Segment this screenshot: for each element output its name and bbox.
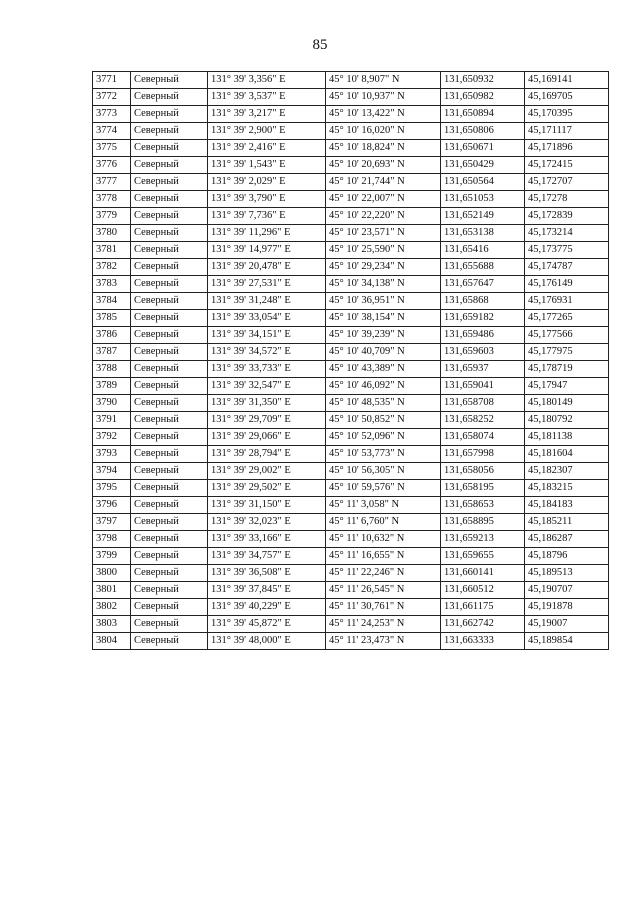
- point-number-cell: 3803: [93, 616, 131, 633]
- longitude-dms-cell: 131° 39' 3,537" E: [208, 89, 326, 106]
- latitude-dms-cell: 45° 10' 21,744" N: [326, 174, 441, 191]
- direction-cell: Северный: [131, 548, 208, 565]
- direction-cell: Северный: [131, 242, 208, 259]
- latitude-dms-cell: 45° 10' 29,234" N: [326, 259, 441, 276]
- point-number-cell: 3790: [93, 395, 131, 412]
- latitude-dms-cell: 45° 10' 53,773" N: [326, 446, 441, 463]
- table-row: [93, 446, 609, 463]
- latitude-decimal-cell: 45,181604: [525, 446, 609, 463]
- longitude-dms-cell: 131° 39' 29,002" E: [208, 463, 326, 480]
- direction-cell: Северный: [131, 225, 208, 242]
- direction-cell: Северный: [131, 344, 208, 361]
- point-number-cell: 3794: [93, 463, 131, 480]
- latitude-dms-cell: 45° 10' 34,138" N: [326, 276, 441, 293]
- table-row: [93, 327, 609, 344]
- point-number-cell: 3782: [93, 259, 131, 276]
- longitude-decimal-cell: 131,650982: [441, 89, 525, 106]
- longitude-decimal-cell: 131,663333: [441, 633, 525, 650]
- direction-cell: Северный: [131, 72, 208, 89]
- latitude-dms-cell: 45° 11' 24,253" N: [326, 616, 441, 633]
- coordinates-table-body: [93, 72, 609, 650]
- table-row: [93, 395, 609, 412]
- table-row: [93, 463, 609, 480]
- point-number-cell: 3771: [93, 72, 131, 89]
- point-number-cell: 3783: [93, 276, 131, 293]
- point-number-cell: 3781: [93, 242, 131, 259]
- longitude-dms-cell: 131° 39' 28,794" E: [208, 446, 326, 463]
- longitude-decimal-cell: 131,658895: [441, 514, 525, 531]
- direction-cell: Северный: [131, 361, 208, 378]
- latitude-dms-cell: 45° 10' 20,693" N: [326, 157, 441, 174]
- table-row: [93, 633, 609, 650]
- longitude-decimal-cell: 131,658074: [441, 429, 525, 446]
- point-number-cell: 3786: [93, 327, 131, 344]
- table-row: [93, 565, 609, 582]
- point-number-cell: 3779: [93, 208, 131, 225]
- page-number: 85: [312, 37, 328, 53]
- longitude-dms-cell: 131° 39' 32,023" E: [208, 514, 326, 531]
- latitude-decimal-cell: 45,169141: [525, 72, 609, 89]
- latitude-dms-cell: 45° 11' 26,545" N: [326, 582, 441, 599]
- direction-cell: Северный: [131, 293, 208, 310]
- point-number-cell: 3799: [93, 548, 131, 565]
- longitude-decimal-cell: 131,657998: [441, 446, 525, 463]
- longitude-dms-cell: 131° 39' 3,356" E: [208, 72, 326, 89]
- table-row: [93, 140, 609, 157]
- longitude-decimal-cell: 131,659041: [441, 378, 525, 395]
- latitude-decimal-cell: 45,171117: [525, 123, 609, 140]
- longitude-decimal-cell: 131,658195: [441, 480, 525, 497]
- point-number-cell: 3774: [93, 123, 131, 140]
- longitude-dms-cell: 131° 39' 34,572" E: [208, 344, 326, 361]
- point-number-cell: 3773: [93, 106, 131, 123]
- longitude-decimal-cell: 131,650429: [441, 157, 525, 174]
- longitude-decimal-cell: 131,651053: [441, 191, 525, 208]
- longitude-dms-cell: 131° 39' 48,000" E: [208, 633, 326, 650]
- longitude-dms-cell: 131° 39' 29,709" E: [208, 412, 326, 429]
- direction-cell: Северный: [131, 174, 208, 191]
- direction-cell: Северный: [131, 616, 208, 633]
- latitude-dms-cell: 45° 11' 3,058" N: [326, 497, 441, 514]
- table-row: [93, 582, 609, 599]
- longitude-dms-cell: 131° 39' 40,229" E: [208, 599, 326, 616]
- table-row: [93, 242, 609, 259]
- latitude-dms-cell: 45° 10' 38,154" N: [326, 310, 441, 327]
- point-number-cell: 3775: [93, 140, 131, 157]
- longitude-dms-cell: 131° 39' 3,790" E: [208, 191, 326, 208]
- point-number-cell: 3777: [93, 174, 131, 191]
- latitude-decimal-cell: 45,178719: [525, 361, 609, 378]
- longitude-dms-cell: 131° 39' 2,416" E: [208, 140, 326, 157]
- longitude-dms-cell: 131° 39' 29,502" E: [208, 480, 326, 497]
- table-row: [93, 259, 609, 276]
- longitude-decimal-cell: 131,659486: [441, 327, 525, 344]
- latitude-dms-cell: 45° 11' 23,473" N: [326, 633, 441, 650]
- direction-cell: Северный: [131, 599, 208, 616]
- latitude-dms-cell: 45° 11' 16,655" N: [326, 548, 441, 565]
- point-number-cell: 3795: [93, 480, 131, 497]
- longitude-dms-cell: 131° 39' 2,900" E: [208, 123, 326, 140]
- latitude-decimal-cell: 45,176149: [525, 276, 609, 293]
- table-row: [93, 378, 609, 395]
- direction-cell: Северный: [131, 140, 208, 157]
- longitude-dms-cell: 131° 39' 29,066" E: [208, 429, 326, 446]
- latitude-decimal-cell: 45,184183: [525, 497, 609, 514]
- direction-cell: Северный: [131, 157, 208, 174]
- latitude-decimal-cell: 45,180792: [525, 412, 609, 429]
- point-number-cell: 3801: [93, 582, 131, 599]
- point-number-cell: 3796: [93, 497, 131, 514]
- table-row: [93, 480, 609, 497]
- latitude-dms-cell: 45° 10' 59,576" N: [326, 480, 441, 497]
- longitude-dms-cell: 131° 39' 33,733" E: [208, 361, 326, 378]
- latitude-dms-cell: 45° 11' 6,760" N: [326, 514, 441, 531]
- direction-cell: Северный: [131, 327, 208, 344]
- point-number-cell: 3797: [93, 514, 131, 531]
- table-row: [93, 157, 609, 174]
- longitude-dms-cell: 131° 39' 14,977" E: [208, 242, 326, 259]
- latitude-decimal-cell: 45,189513: [525, 565, 609, 582]
- point-number-cell: 3802: [93, 599, 131, 616]
- longitude-dms-cell: 131° 39' 7,736" E: [208, 208, 326, 225]
- table-row: [93, 599, 609, 616]
- direction-cell: Северный: [131, 123, 208, 140]
- longitude-dms-cell: 131° 39' 33,166" E: [208, 531, 326, 548]
- table-row: [93, 89, 609, 106]
- longitude-decimal-cell: 131,659603: [441, 344, 525, 361]
- latitude-decimal-cell: 45,172839: [525, 208, 609, 225]
- longitude-dms-cell: 131° 39' 37,845" E: [208, 582, 326, 599]
- latitude-decimal-cell: 45,19007: [525, 616, 609, 633]
- point-number-cell: 3792: [93, 429, 131, 446]
- table-row: [93, 225, 609, 242]
- longitude-decimal-cell: 131,660512: [441, 582, 525, 599]
- direction-cell: Северный: [131, 463, 208, 480]
- longitude-decimal-cell: 131,661175: [441, 599, 525, 616]
- latitude-decimal-cell: 45,172707: [525, 174, 609, 191]
- latitude-decimal-cell: 45,181138: [525, 429, 609, 446]
- latitude-dms-cell: 45° 10' 18,824" N: [326, 140, 441, 157]
- longitude-dms-cell: 131° 39' 36,508" E: [208, 565, 326, 582]
- longitude-decimal-cell: 131,650806: [441, 123, 525, 140]
- table-row: [93, 276, 609, 293]
- longitude-decimal-cell: 131,655688: [441, 259, 525, 276]
- point-number-cell: 3788: [93, 361, 131, 378]
- longitude-dms-cell: 131° 39' 34,151" E: [208, 327, 326, 344]
- latitude-decimal-cell: 45,186287: [525, 531, 609, 548]
- latitude-decimal-cell: 45,17947: [525, 378, 609, 395]
- longitude-decimal-cell: 131,650894: [441, 106, 525, 123]
- direction-cell: Северный: [131, 208, 208, 225]
- longitude-decimal-cell: 131,657647: [441, 276, 525, 293]
- direction-cell: Северный: [131, 106, 208, 123]
- longitude-decimal-cell: 131,65937: [441, 361, 525, 378]
- latitude-decimal-cell: 45,191878: [525, 599, 609, 616]
- latitude-decimal-cell: 45,177975: [525, 344, 609, 361]
- latitude-dms-cell: 45° 10' 23,571" N: [326, 225, 441, 242]
- point-number-cell: 3785: [93, 310, 131, 327]
- table-row: [93, 361, 609, 378]
- longitude-decimal-cell: 131,65868: [441, 293, 525, 310]
- longitude-decimal-cell: 131,650564: [441, 174, 525, 191]
- point-number-cell: 3800: [93, 565, 131, 582]
- point-number-cell: 3778: [93, 191, 131, 208]
- latitude-decimal-cell: 45,176931: [525, 293, 609, 310]
- longitude-decimal-cell: 131,660141: [441, 565, 525, 582]
- latitude-dms-cell: 45° 10' 8,907" N: [326, 72, 441, 89]
- longitude-decimal-cell: 131,650671: [441, 140, 525, 157]
- direction-cell: Северный: [131, 191, 208, 208]
- latitude-dms-cell: 45° 10' 43,389" N: [326, 361, 441, 378]
- latitude-dms-cell: 45° 10' 48,535" N: [326, 395, 441, 412]
- latitude-dms-cell: 45° 10' 25,590" N: [326, 242, 441, 259]
- point-number-cell: 3798: [93, 531, 131, 548]
- latitude-dms-cell: 45° 10' 22,007" N: [326, 191, 441, 208]
- direction-cell: Северный: [131, 633, 208, 650]
- longitude-dms-cell: 131° 39' 3,217" E: [208, 106, 326, 123]
- table-row: [93, 123, 609, 140]
- direction-cell: Северный: [131, 276, 208, 293]
- longitude-decimal-cell: 131,659182: [441, 310, 525, 327]
- point-number-cell: 3772: [93, 89, 131, 106]
- latitude-dms-cell: 45° 10' 39,239" N: [326, 327, 441, 344]
- direction-cell: Северный: [131, 446, 208, 463]
- latitude-dms-cell: 45° 10' 50,852" N: [326, 412, 441, 429]
- latitude-dms-cell: 45° 10' 22,220" N: [326, 208, 441, 225]
- point-number-cell: 3784: [93, 293, 131, 310]
- latitude-dms-cell: 45° 10' 40,709" N: [326, 344, 441, 361]
- latitude-decimal-cell: 45,18796: [525, 548, 609, 565]
- latitude-decimal-cell: 45,189854: [525, 633, 609, 650]
- latitude-decimal-cell: 45,190707: [525, 582, 609, 599]
- latitude-decimal-cell: 45,177566: [525, 327, 609, 344]
- latitude-decimal-cell: 45,180149: [525, 395, 609, 412]
- direction-cell: Северный: [131, 395, 208, 412]
- latitude-decimal-cell: 45,173775: [525, 242, 609, 259]
- longitude-dms-cell: 131° 39' 11,296" E: [208, 225, 326, 242]
- point-number-cell: 3780: [93, 225, 131, 242]
- latitude-decimal-cell: 45,183215: [525, 480, 609, 497]
- longitude-decimal-cell: 131,652149: [441, 208, 525, 225]
- latitude-dms-cell: 45° 11' 10,632" N: [326, 531, 441, 548]
- coordinates-table: [92, 71, 609, 650]
- table-row: [93, 548, 609, 565]
- table-row: [93, 429, 609, 446]
- longitude-dms-cell: 131° 39' 32,547" E: [208, 378, 326, 395]
- longitude-decimal-cell: 131,659213: [441, 531, 525, 548]
- table-row: [93, 191, 609, 208]
- longitude-decimal-cell: 131,662742: [441, 616, 525, 633]
- longitude-decimal-cell: 131,659655: [441, 548, 525, 565]
- direction-cell: Северный: [131, 89, 208, 106]
- latitude-dms-cell: 45° 10' 36,951" N: [326, 293, 441, 310]
- longitude-decimal-cell: 131,65416: [441, 242, 525, 259]
- latitude-decimal-cell: 45,171896: [525, 140, 609, 157]
- longitude-decimal-cell: 131,658056: [441, 463, 525, 480]
- table-row: [93, 310, 609, 327]
- direction-cell: Северный: [131, 480, 208, 497]
- latitude-decimal-cell: 45,17278: [525, 191, 609, 208]
- latitude-dms-cell: 45° 10' 46,092" N: [326, 378, 441, 395]
- table-row: [93, 412, 609, 429]
- longitude-decimal-cell: 131,658252: [441, 412, 525, 429]
- table-row: [93, 497, 609, 514]
- latitude-dms-cell: 45° 10' 56,305" N: [326, 463, 441, 480]
- latitude-dms-cell: 45° 10' 10,937" N: [326, 89, 441, 106]
- longitude-decimal-cell: 131,650932: [441, 72, 525, 89]
- table-row: [93, 293, 609, 310]
- table-row: [93, 174, 609, 191]
- longitude-dms-cell: 131° 39' 34,757" E: [208, 548, 326, 565]
- longitude-decimal-cell: 131,658653: [441, 497, 525, 514]
- direction-cell: Северный: [131, 582, 208, 599]
- point-number-cell: 3793: [93, 446, 131, 463]
- latitude-dms-cell: 45° 11' 30,761" N: [326, 599, 441, 616]
- point-number-cell: 3787: [93, 344, 131, 361]
- longitude-dms-cell: 131° 39' 31,150" E: [208, 497, 326, 514]
- direction-cell: Северный: [131, 565, 208, 582]
- longitude-dms-cell: 131° 39' 1,543" E: [208, 157, 326, 174]
- longitude-dms-cell: 131° 39' 2,029" E: [208, 174, 326, 191]
- direction-cell: Северный: [131, 497, 208, 514]
- longitude-dms-cell: 131° 39' 45,872" E: [208, 616, 326, 633]
- direction-cell: Северный: [131, 412, 208, 429]
- direction-cell: Северный: [131, 514, 208, 531]
- table-row: [93, 514, 609, 531]
- point-number-cell: 3791: [93, 412, 131, 429]
- latitude-dms-cell: 45° 10' 16,020" N: [326, 123, 441, 140]
- direction-cell: Северный: [131, 310, 208, 327]
- latitude-decimal-cell: 45,172415: [525, 157, 609, 174]
- longitude-decimal-cell: 131,658708: [441, 395, 525, 412]
- direction-cell: Северный: [131, 531, 208, 548]
- point-number-cell: 3804: [93, 633, 131, 650]
- longitude-dms-cell: 131° 39' 31,248" E: [208, 293, 326, 310]
- point-number-cell: 3776: [93, 157, 131, 174]
- longitude-dms-cell: 131° 39' 33,054" E: [208, 310, 326, 327]
- latitude-decimal-cell: 45,169705: [525, 89, 609, 106]
- longitude-dms-cell: 131° 39' 31,350" E: [208, 395, 326, 412]
- latitude-decimal-cell: 45,185211: [525, 514, 609, 531]
- direction-cell: Северный: [131, 259, 208, 276]
- table-row: [93, 106, 609, 123]
- table-row: [93, 531, 609, 548]
- direction-cell: Северный: [131, 429, 208, 446]
- longitude-decimal-cell: 131,653138: [441, 225, 525, 242]
- latitude-decimal-cell: 45,170395: [525, 106, 609, 123]
- latitude-decimal-cell: 45,182307: [525, 463, 609, 480]
- latitude-decimal-cell: 45,177265: [525, 310, 609, 327]
- table-row: [93, 72, 609, 89]
- latitude-dms-cell: 45° 11' 22,246" N: [326, 565, 441, 582]
- longitude-dms-cell: 131° 39' 27,531" E: [208, 276, 326, 293]
- table-row: [93, 616, 609, 633]
- latitude-dms-cell: 45° 10' 13,422" N: [326, 106, 441, 123]
- table-row: [93, 208, 609, 225]
- latitude-dms-cell: 45° 10' 52,096" N: [326, 429, 441, 446]
- latitude-decimal-cell: 45,173214: [525, 225, 609, 242]
- latitude-decimal-cell: 45,174787: [525, 259, 609, 276]
- point-number-cell: 3789: [93, 378, 131, 395]
- table-row: [93, 344, 609, 361]
- longitude-dms-cell: 131° 39' 20,478" E: [208, 259, 326, 276]
- direction-cell: Северный: [131, 378, 208, 395]
